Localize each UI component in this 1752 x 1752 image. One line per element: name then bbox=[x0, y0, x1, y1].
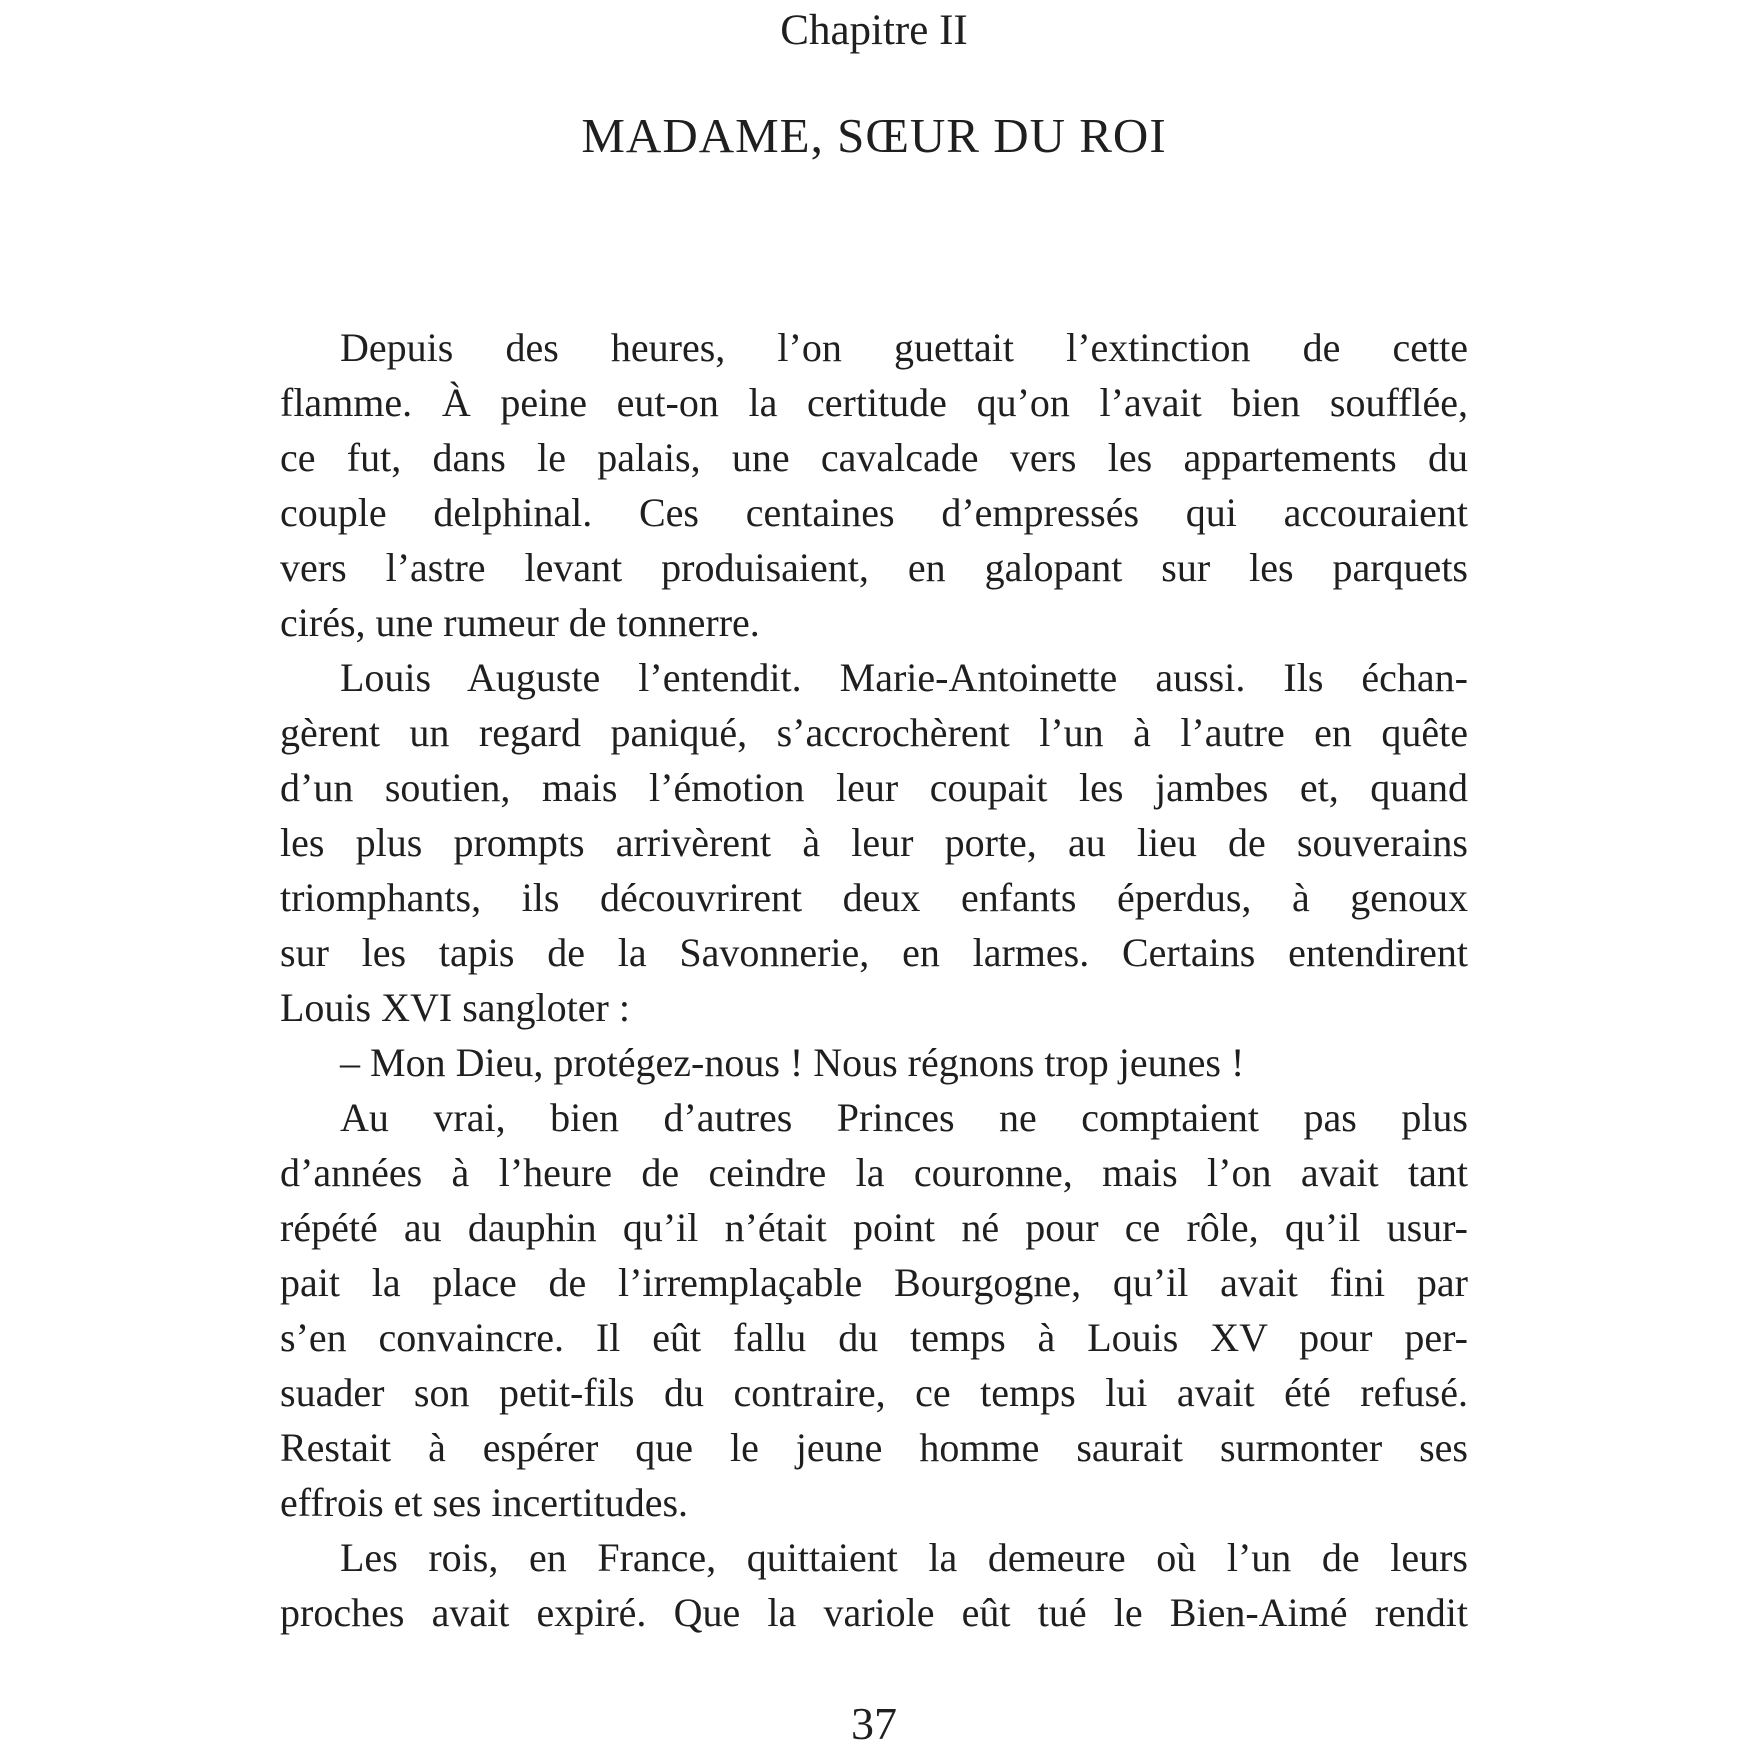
text-line: Louis XVI sangloter : bbox=[280, 985, 630, 1030]
body-text bbox=[280, 320, 1468, 1640]
text-line: s’en convaincre. Il eût fallu du temps à Louis XV pour per- bbox=[280, 1315, 1468, 1360]
text-line: Depuis des heures, l’on guettait l’extinction de cette bbox=[340, 325, 1468, 370]
text-line: effrois et ses incertitudes. bbox=[280, 1480, 689, 1525]
text-line: pait la place de l’irremplaçable Bourgogne, qu’il avait fini par bbox=[280, 1260, 1468, 1305]
text-line: répété au dauphin qu’il n’était point né pour ce rôle, qu’il usur- bbox=[280, 1205, 1468, 1250]
text-line: ce fut, dans le palais, une cavalcade vers les appartements du bbox=[280, 435, 1468, 480]
text-line: Au vrai, bien d’autres Princes ne comptaient pas plus bbox=[340, 1095, 1468, 1140]
text-line: Les rois, en France, quittaient la demeure où l’un de leurs bbox=[340, 1535, 1468, 1580]
text-line: – Mon Dieu, protégez-nous ! Nous régnons trop jeunes ! bbox=[340, 1040, 1245, 1085]
text-line: flamme. À peine eut-on la certitude qu’on l’avait bien soufflée, bbox=[280, 380, 1468, 425]
page-number: 37 bbox=[851, 1698, 897, 1749]
text-line: Restait à espérer que le jeune homme saurait surmonter ses bbox=[280, 1425, 1468, 1470]
paragraph bbox=[280, 320, 1468, 650]
paragraph bbox=[280, 1035, 1468, 1090]
text-line: les plus prompts arrivèrent à leur porte, au lieu de souverains bbox=[280, 820, 1468, 865]
text-line: gèrent un regard paniqué, s’accrochèrent l’un à l’autre en quête bbox=[280, 710, 1468, 755]
text-line: Louis Auguste l’entendit. Marie-Antoinette aussi. Ils échan- bbox=[340, 655, 1468, 700]
text-line: suader son petit-fils du contraire, ce temps lui avait été refusé. bbox=[280, 1370, 1468, 1415]
paragraph bbox=[280, 1530, 1468, 1640]
text-line: proches avait expiré. Que la variole eût tué le Bien-Aimé rendit bbox=[280, 1590, 1468, 1635]
chapter-title: MADAME, SŒUR DU ROI bbox=[581, 108, 1167, 163]
text-line: triomphants, ils découvrirent deux enfants éperdus, à genoux bbox=[280, 875, 1468, 920]
text-line: d’années à l’heure de ceindre la couronne, mais l’on avait tant bbox=[280, 1150, 1468, 1195]
paragraph bbox=[280, 650, 1468, 1035]
chapter-label: Chapitre II bbox=[780, 7, 968, 54]
text-line: couple delphinal. Ces centaines d’empressés qui accouraient bbox=[280, 490, 1468, 535]
text-line: d’un soutien, mais l’émotion leur coupait les jambes et, quand bbox=[280, 765, 1468, 810]
paragraph bbox=[280, 1090, 1468, 1530]
text-line: sur les tapis de la Savonnerie, en larmes. Certains entendirent bbox=[280, 930, 1468, 975]
text-line: vers l’astre levant produisaient, en galopant sur les parquets bbox=[280, 545, 1468, 590]
text-line: cirés, une rumeur de tonnerre. bbox=[280, 600, 760, 645]
